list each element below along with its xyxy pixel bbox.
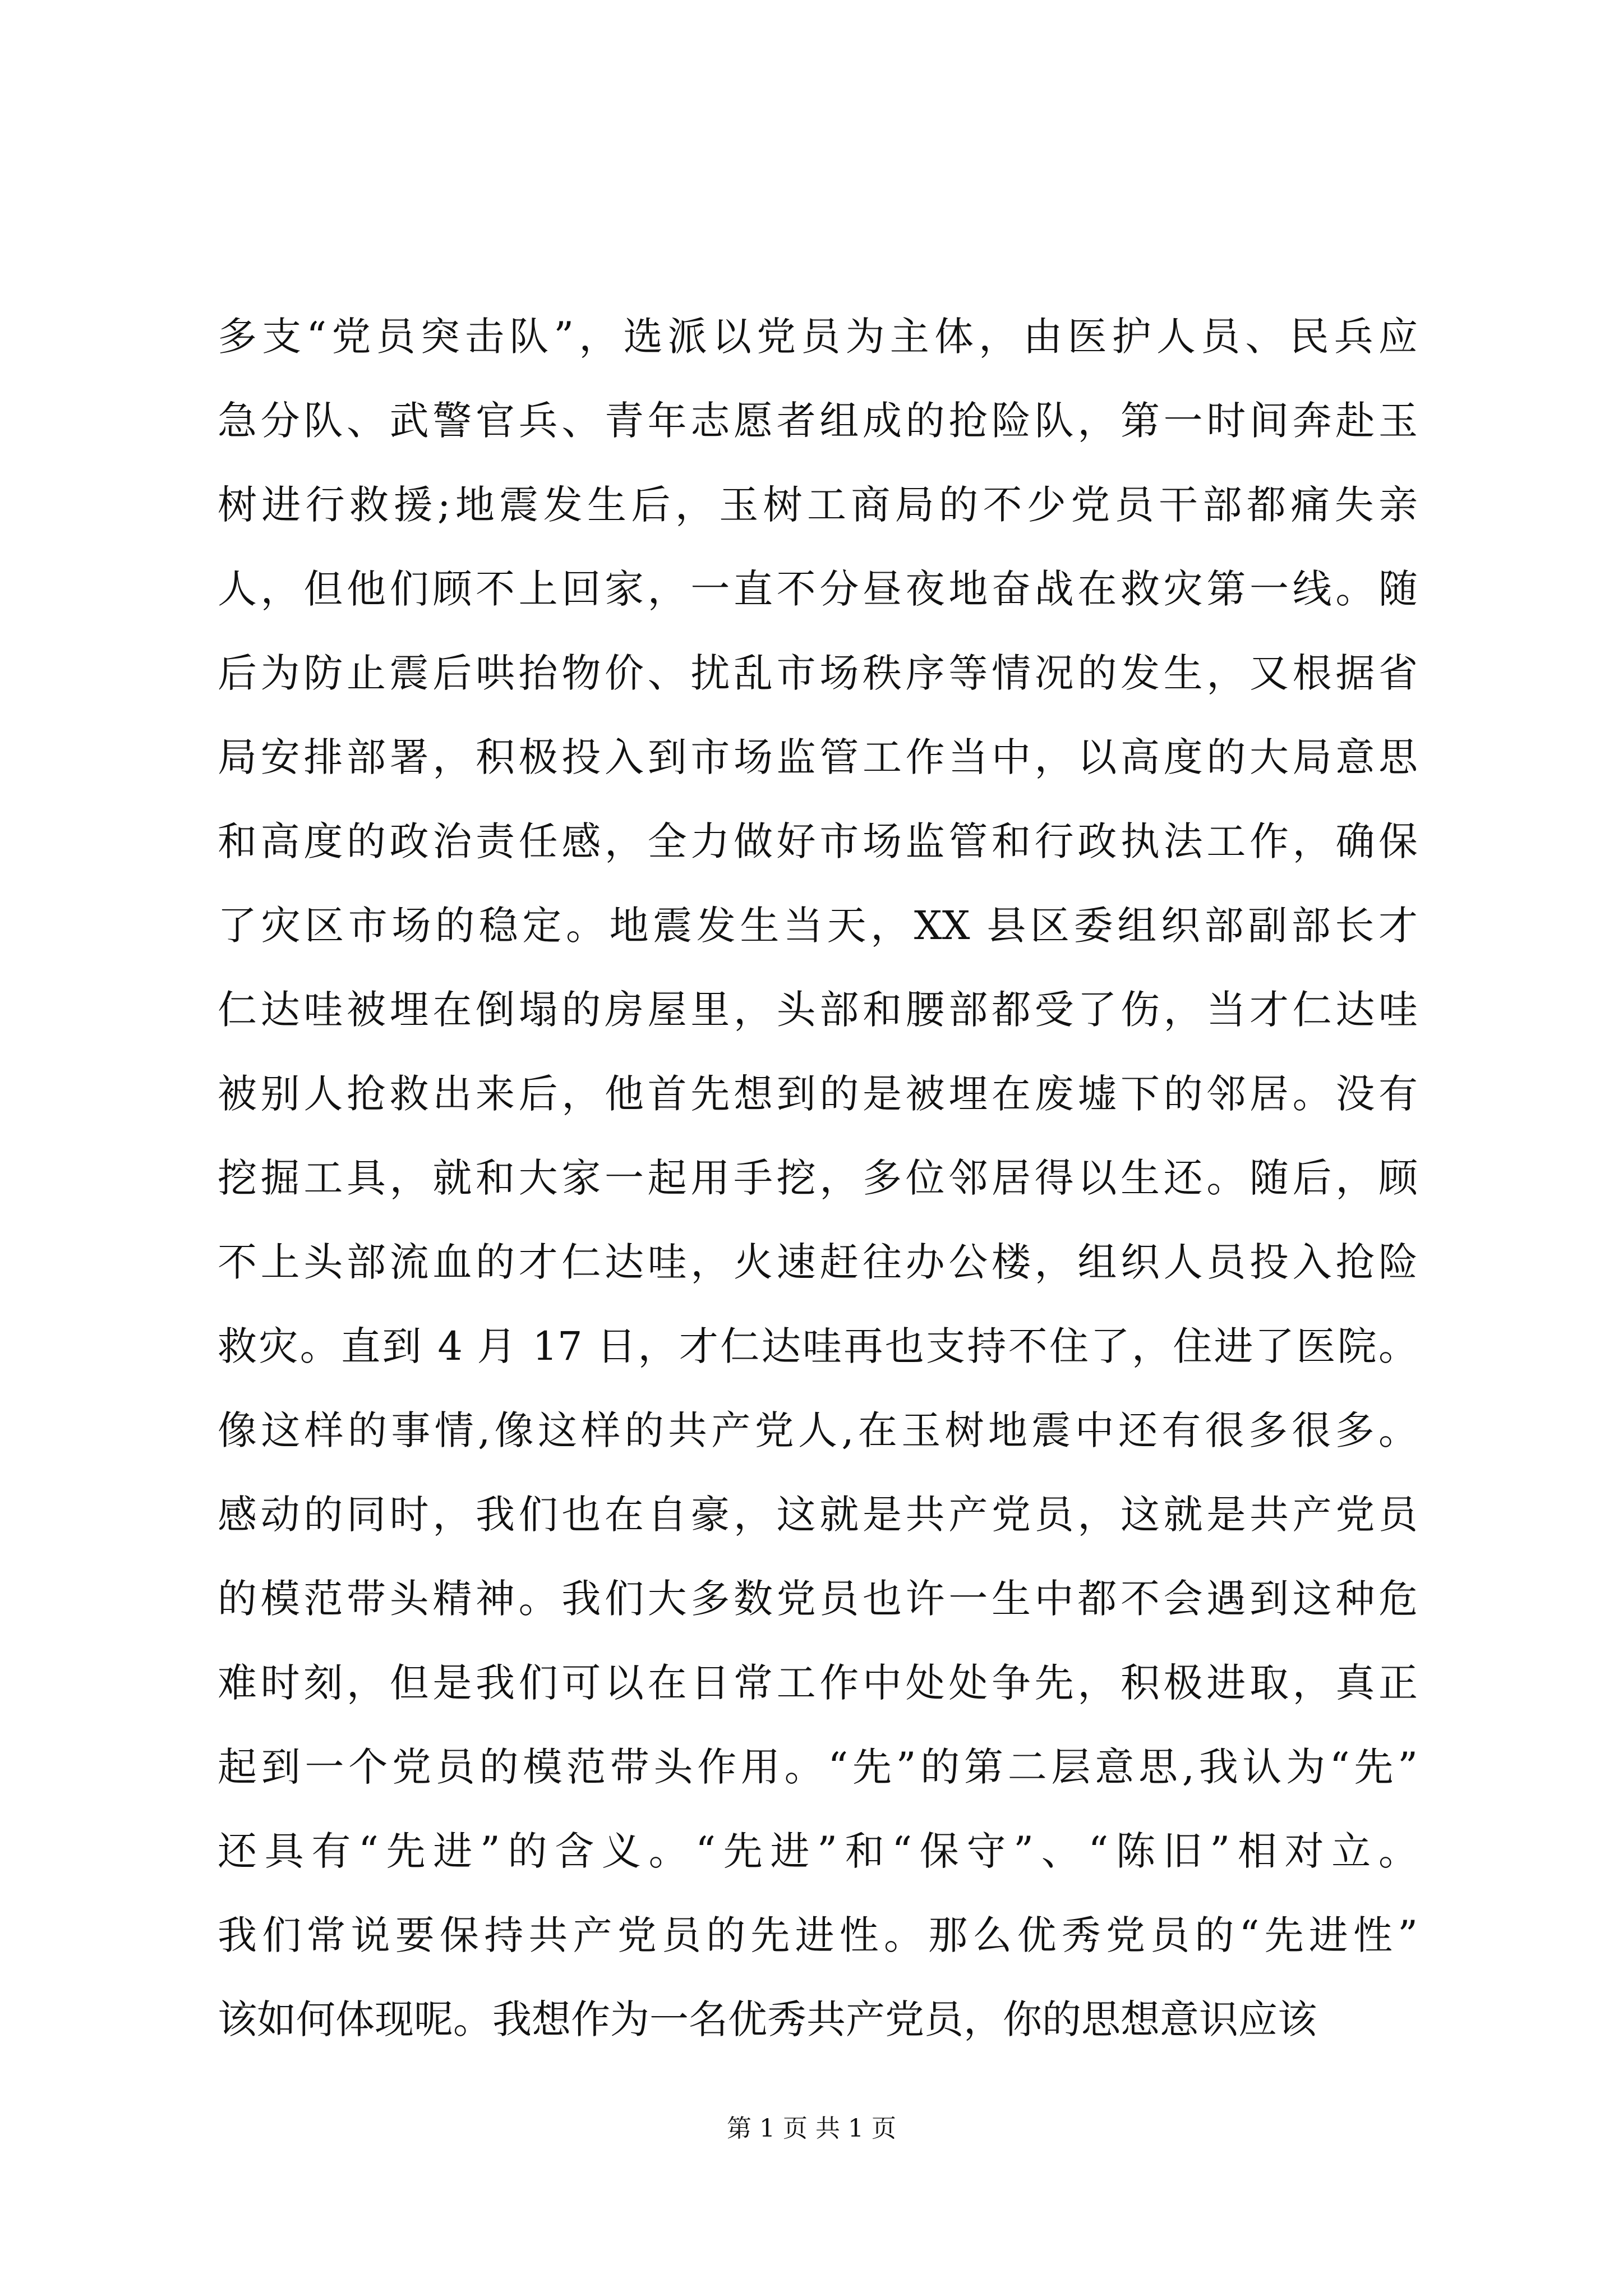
page-footer [0,2112,1623,2146]
text-line: 了灾区市场的稳定。地震发生当天，XX 县区委组织部副部长才 [218,903,1418,949]
text-line: 不上头部流血的才仁达哇，火速赶往办公楼，组织人员投入抢险 [218,1239,1418,1285]
text-line: 多支“党员突击队”，选派以党员为主体，由医护人员、民兵应 [218,314,1418,360]
text-line: 该如何体现呢。我想作为一名优秀共产党员，你的思想意识应该 [218,1996,1317,2042]
text-line: 急分队、武警官兵、青年志愿者组成的抢险队，第一时间奔赴玉 [218,398,1418,444]
text-line: 树进行救援;地震发生后，玉树工商局的不少党员干部都痛失亲 [218,482,1418,528]
text-line: 的模范带头精神。我们大多数党员也许一生中都不会遇到这种危 [218,1576,1418,1622]
text-line: 人，但他们顾不上回家，一直不分昼夜地奋战在救灾第一线。随 [218,566,1418,612]
text-line: 难时刻，但是我们可以在日常工作中处处争先，积极进取，真正 [218,1660,1418,1706]
page-number-label: 第 1 页 共 1 页 [727,2114,896,2143]
text-line: 后为防止震后哄抬物价、扰乱市场秩序等情况的发生，又根据省 [218,650,1418,696]
text-line: 挖掘工具，就和大家一起用手挖，多位邻居得以生还。随后，顾 [218,1155,1418,1201]
text-line: 和高度的政治责任感，全力做好市场监管和行政执法工作，确保 [218,818,1418,864]
text-line: 我们常说要保持共产党员的先进性。那么优秀党员的“先进性” [218,1912,1418,1958]
text-line: 还具有“先进”的含义。“先进”和“保守”、“陈旧”相对立。 [218,1828,1418,1874]
text-line: 被别人抢救出来后，他首先想到的是被埋在废墟下的邻居。没有 [218,1071,1418,1117]
text-line: 仁达哇被埋在倒塌的房屋里，头部和腰部都受了伤，当才仁达哇 [218,987,1418,1033]
text-line: 救灾。直到 4 月 17 日，才仁达哇再也支持不住了，住进了医院。 [218,1323,1418,1369]
text-line: 像这样的事情,像这样的共产党人,在玉树地震中还有很多很多。 [218,1407,1418,1453]
body-paragraph [218,295,1418,2062]
text-line: 起到一个党员的模范带头作用。“先”的第二层意思,我认为“先” [218,1744,1418,1790]
text-line: 局安排部署，积极投入到市场监管工作当中，以高度的大局意思 [218,734,1418,780]
text-line: 感动的同时，我们也在自豪，这就是共产党员，这就是共产党员 [218,1492,1418,1538]
